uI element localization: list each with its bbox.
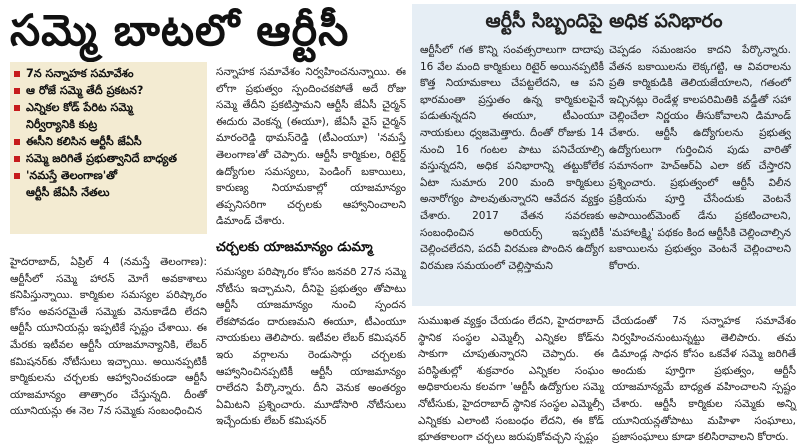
highlight-item	[14, 65, 203, 82]
headline: సమ్మె బాటలో ఆర్టీసీ	[10, 6, 350, 56]
main-article-column-2b	[216, 264, 406, 430]
bullet-square-icon	[14, 139, 20, 145]
highlight-text: ఎన్నికల కోడ్ పేరిట సమ్మె నిర్వీర్యానికి కుట్ర	[26, 101, 133, 131]
sidebar-article-text: ఆర్టీసీలో గత కొన్ని సంవత్సరాలుగా దాదాపు 16 వేల మంది కార్మికులు రిటైర్ అయినప్పటికీ కొత్త నియామకాలు చేపట్టలేదని, ఆ పని భారమంతా ప్రస్తుతం ఉన్న కార్మికులపైనే పడుతున్నదని ఈయూ, టీఎంయూ నాయకులు ధ్వజమెత్తారు. దీంతో రోజుకు 14 నుంచి 16 గంటల పాటు పనిచేయాల్సి వస్తున్నదని, అధిక పనిభారాన్ని తట్టుకోలేక ఏటా సుమారు 200 మంది కార్మికులు అనారోగ్యం పాలవుతున్నారని ఆవేదన వ్యక్తం చేశారు. 2017 వేతన సవరణకు సంబంధించిన అరియర్స్ ఇప్పటికీ చెల్లించలేదని, పదవీ విరమణ పొందిన ఉద్యోగ విరమణ సమయంలో చెల్లిస్తామని	[420, 44, 604, 272]
highlight-item	[14, 167, 203, 201]
section-subheading: చర్చలకు యాజమాన్యం డుమ్మా	[216, 240, 373, 255]
sidebar-article-column-1	[420, 42, 604, 274]
highlight-text: 'నమస్తే తెలంగాణ'తో ఆర్టీసీ జేఏసీ నేతలు	[26, 169, 118, 199]
highlight-item	[14, 99, 203, 133]
sidebar-article-text: చెప్పడం సమంజసం కాదని పేర్కొన్నారు. వేతన బకాయిలను లెక్కగట్టి, ఆ వివరాలను ప్రతి కార్మికుడికి తెలియజేయాలని, గతంలో ఇచ్చినట్లు రెండేళ్ల కాలపరిమితికి వడ్డీతో సహా చెల్లించేలా నిర్ణయం తీసుకోవాలని డిమాండ్ చేశారు. ఆర్టీసీ ఉద్యోగులను ప్రభుత్వ ఉద్యోగులుగా గుర్తించిన పుడు వారితో సమానంగా హెచ్‌ఆర్‌ఏ ఎలా కట్ చేస్తారని ప్రశ్నించారు. ప్రభుత్వంలో ఆర్టీసీ విలీన ప్రక్రియను పూర్తి చేసేందుకు వెంటనే అపాయింట్‌మెంట్ డేను ప్రకటించాలని, 'మహాలక్ష్మి' పథకం కింద ఆర్టీసీకి చెల్లించాల్సిన బకాయిలను ప్రభుత్వం వెంటనే చెల్లించాలని కోరారు.	[609, 44, 791, 272]
main-article-text: సమస్యల పరిష్కారం కోసం జనవరి 27న సమ్మె నోటీసు ఇచ్చామని, దీనిపై ప్రభుత్వం తోపాటు ఆర్టీసీ యాజమాన్యం నుంచి స్పందన లేకపోవడం దారుణమని ఈయూ, టీఎంయూ నాయకులు తెలిపారు. ఇటీవల లేబర్ కమిషనర్ ఇరు వర్గాలను రెండుసార్లు చర్చలకు ఆహ్వానించినప్పటికీ ఆర్టీసీ యాజమాన్యం రాలేదని పేర్కొన్నారు. దీని వెనుక అంతర్యం ఏమిటని ప్రశ్నించారు. మూడోసారి నోటీసులు ఇచ్చేందుకు లేబర్ కమిషనర్	[216, 266, 406, 428]
highlight-item	[14, 82, 203, 99]
bullet-square-icon	[14, 105, 20, 111]
bullet-square-icon	[14, 88, 20, 94]
highlights-box	[10, 62, 207, 234]
main-article-text: సుముఖత వ్యక్తం చేయడం లేదని, హైదరాబాద్ స్థానిక సంస్థల ఎమ్మెల్సీ ఎన్నికల కోడ్‌ను సాకుగా చూపుతున్నారని చెప్పారు. ఈ పరిస్థితుల్లో శుక్రవారం ఎన్నికల సంఘం అధికారులను కలవగా 'ఆర్టీసీ ఉద్యోగుల సమ్మె నోటీసుకు, హైదరాబాద్ స్థానిక సంస్థల ఎమ్మెల్సీ ఎన్నికకు ఎలాంటి సంబంధం లేదని, ఈ కోడ్ భూతకాలంగా చర్చలు జరుపుకోవచ్చని స్పష్టం	[418, 315, 604, 444]
sidebar-article-column-2	[609, 42, 791, 274]
highlight-item	[14, 133, 203, 150]
bullet-square-icon	[14, 156, 20, 162]
sidebar-article-title: ఆర్టీసీ సిబ్బందిపై అధిక పనిభారం	[485, 10, 723, 32]
main-article-text: సన్నాహక సమావేశం నిర్వహించనున్నాయి. ఈ లోగా ప్రభుత్వం స్పందించకపోతే అదే రోజు సమ్మె తేదీని ప్రకటిస్తామని ఆర్టీసీ జేఏసీ చైర్మన్ ఈదురు వెంకన్న (ఈయూ), జేఏసీ వైస్ చైర్మన్ మారంరెడ్డి థామస్‌రెడ్డి (టీఎంయూ) 'నమస్తే తెలంగాణ'తో చెప్పారు. ఆర్టీసీ కార్మికుల, రిటైర్డ్ ఉద్యోగుల సమస్యలు, పెండింగ్ బకాయిలు, కారుణ్య నియామకాల్లో యాజమాన్యం తప్పనిసరిగా చర్చలకు ఆహ్వానించాలని డిమాండ్ చేశారు.	[216, 66, 406, 228]
sidebar-article-panel	[412, 4, 796, 306]
bullet-square-icon	[14, 173, 20, 179]
main-article-column-2	[216, 64, 406, 230]
main-article-text: చేయడంతో 7న సన్నాహక సమావేశం నిర్వహించనుంటున్నట్టు తెలిపారు. తమ డిమాండ్ల సాధన కోసం ఒకవేళ సమ్మె జరిగితే అందుకు పూర్తిగా ప్రభుత్వం, ఆర్టీసీ యాజమాన్యమే బాధ్యత వహించాలని స్పష్టం చేశారు. ఆర్టీసీ కార్మికుల సమ్మెకు అన్ని యూనియన్లతోపాటు మహిళా సంఘాలు, ప్రజాసంఘాలు కూడా కలిసిరావాలని కోరారు.	[612, 315, 796, 444]
highlight-item	[14, 150, 203, 167]
highlight-text: ఈసీని కలిసిన ఆర్టీసీ జేఏసీ	[26, 135, 142, 148]
main-article-text: హైదరాబాద్, ఏప్రిల్ 4 (నమస్తే తెలంగాణ): ఆర్టీసీలో సమ్మె హారన్ మోగే అవకాశాలు కనిపిస్తున్నాయి. కార్మికుల సమస్యల పరిష్కారం కోసం అవసరమైతే సమ్మెకు వెనుకాడేది లేదని ఆర్టీసీ యూనియన్లు ఇప్పటికే స్పష్టం చేశాయి. ఈ మేరకు ఇటీవల ఆర్టీసీ యాజమాన్యానికి, లేబర్ కమిషనర్‌కు నోటీసులు ఇచ్చాయి. అయినప్పటికీ కార్మికులను చర్చలకు ఆహ్వానించకుండా ఆర్టీసీ యాజమాన్యం తాత్సారం చేస్తున్నది. దీంతో యూనియన్లు ఈ నెల 7న సమ్మెకు సంబంధించిన	[10, 256, 207, 418]
bullet-square-icon	[14, 71, 20, 77]
main-article-column-4	[612, 313, 796, 444]
highlight-text: సమ్మె జరిగితే ప్రభుత్వానిదే బాధ్యత	[26, 152, 178, 165]
main-article-column-1	[10, 254, 207, 420]
main-article-column-3	[418, 313, 604, 444]
highlight-text: ఆ రోజే సమ్మె తేదీ ప్రకటన?	[26, 84, 144, 97]
highlight-text: 7న సన్నాహక సమావేశం	[26, 67, 134, 80]
